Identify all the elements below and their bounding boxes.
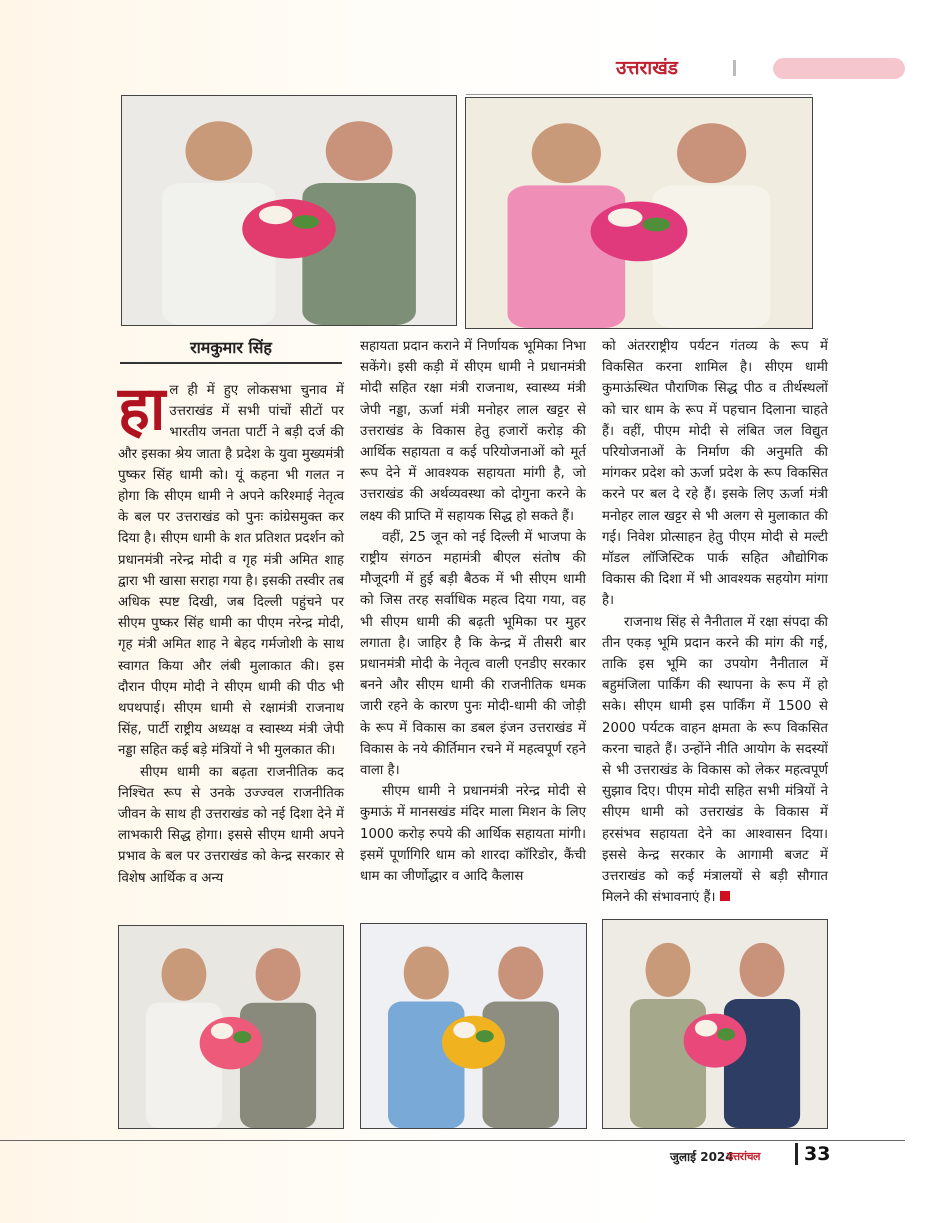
person-left-body (162, 183, 276, 325)
person-left-body (630, 999, 706, 1128)
bouquet (442, 1016, 505, 1069)
photo-rajnath-dhami (121, 95, 457, 326)
header-rule (466, 94, 812, 95)
photo-illustration (361, 924, 586, 1128)
person-right-head (326, 121, 393, 181)
person-right-body (653, 185, 771, 328)
paragraph: वहीं, 25 जून को नई दिल्ली में भाजपा के राष्ट्रीय संगठन महामंत्री बीएल संतोष की मौजूदगी में हुई बड़ी बैठक में भी सीएम धामी को जिस तरह सर्वाधिक महत्व दिया गया, वह भी सीएम धामी की बढ़ती भूमिका पर मुहर लगाता है। जाहिर है कि केन्द्र में तीसरी बार प्रधानमंत्री मोदी के नेतृत्व वाली एनडीए सरकार बनने और सीएम धामी की राजनीतिक धमक जारी रहने के कारण पुनः मोदी-धामी की जोड़ी के रूप में विकास का डबल इंजन उत्तराखंड में विकास के नये कीर्तिमान रचने में महत्वपूर्ण रहने वाला है। (360, 529, 586, 779)
page-number: 33 (804, 1143, 831, 1165)
section-title: उत्तराखंड (616, 57, 678, 79)
bouquet-leaf (233, 1031, 251, 1043)
article-column-3 (602, 336, 828, 908)
paragraph: सीएम धामी का बढ़ता राजनीतिक कद निश्चित रूप से उनके उज्ज्वल राजनीतिक जीवन के साथ ही उत्तराखंड को नई दिशा देने में लाभकारी सिद्ध होगा। इससे सीएम धामी अपने प्रभाव के बल पर उत्तराखंड को केन्द्र सरकार से विशेष आर्थिक व अन्य (118, 764, 344, 886)
person-left-head (185, 121, 252, 181)
paragraph: ल ही में हुए लोकसभा चुनाव में उत्तराखंड में सभी पांचों सीटों पर भारतीय जनता पार्टी ने बड़ी दर्ज की और इसका श्रेय जाता है प्रदेश के युवा मुख्यमंत्री पुष्कर सिंह धामी को। यूं कहना भी गलत न होगा कि सीएम धामी ने अपने करिश्माई नेतृत्व के बल पर उत्तराखंड को पुनः कांग्रेसमुक्त कर दिया है। सीएम धामी के शत प्रतिशत प्रदर्शन को प्रधानमंत्री नरेन्द्र मोदी व गृह मंत्री अमित शाह द्वारा भी खासा सराहा गया है। इसकी तस्वीर तब अधिक स्पष्ट दिखी, जब दिल्ली पहुंचने पर सीएम पुष्कर सिंह धामी का पीएम नरेन्द्र मोदी, गृह मंत्री अमित शाह ने बेहद गर्मजोशी के साथ स्वागत किया और लंबी मुलाकात की। इस दौरान पीएम मोदी ने सीएम धामी की पीठ भी थपथपाई। सीएम धामी से रक्षामंत्री राजनाथ सिंह, पार्टी राष्ट्रीय अध्यक्ष व स्वास्थ्य मंत्री जेपी नड्डा सहित कई बड़े मंत्रियों ने भी मुलकात की। (118, 383, 344, 759)
person-left-body (388, 1002, 465, 1128)
author-byline: रामकुमार सिंह (190, 338, 272, 357)
bouquet-flower (259, 206, 292, 224)
bouquet (591, 202, 688, 262)
photo-illustration (466, 98, 812, 328)
person-left-body (146, 1003, 222, 1128)
person-left-head (646, 943, 691, 997)
photo-gadkari-dhami (360, 923, 587, 1129)
photo-nadda-dhami (602, 919, 828, 1129)
paragraph: सहायता प्रदान कराने में निर्णायक भूमिका निभा सकेंगे। इसी कड़ी में सीएम धामी ने प्रधानमंत्री मोदी सहित रक्षा मंत्री राजनाथ, स्वास्थ्य मंत्री जेपी नड्डा, ऊर्जा मंत्री मनोहर लाल खट्टर से उत्तराखंड के विकास हेतु हजारों करोड़ की आर्थिक सहायता व कई परियोजनाओं को मूर्त रूप देने में आवश्यक सहायता मांगी है, जो उत्तराखंड की अर्थव्यवस्था को दोगुना करने के लक्ष्य की प्राप्ति में सहायक सिद्ध हो सकते हैं। (360, 339, 586, 524)
bouquet (684, 1014, 747, 1068)
paragraph: को अंतरराष्ट्रीय पर्यटन गंतव्य के रूप में विकसित करना शामिल है। सीएम धामी कुमाऊंस्थित पौराणिक सिद्ध पीठ व तीर्थस्थलों को चार धाम के रूप में पहचान दिलाना चाहते हैं। वहीं, पीएम मोदी से लंबित जल विद्युत परियोजनाओं के निर्माण की अनुमति की मांगकर प्रदेश को ऊर्जा प्रदेश के रूप विकसित करने पर बल दे रहे हैं। इसके लिए ऊर्जा मंत्री मनोहर लाल खट्टर से भी अलग से मुलाकात की गई। निवेश प्रोत्साहन हेतु पीएम मोदी से मल्टी मॉडल लॉजिस्टिक पार्क सहित औद्योगिक विकास की दिशा में भी आवश्यक सहयोग मांगा है। (602, 339, 828, 609)
person-right-body (483, 1002, 560, 1128)
bouquet-flower (211, 1023, 233, 1039)
photo-illustration (603, 920, 827, 1128)
person-right-body (240, 1003, 316, 1128)
bouquet-flower (695, 1020, 717, 1037)
paragraph: सीएम धामी ने प्रधानमंत्री नरेन्द्र मोदी से कुमाऊं में मानसखंड मंदिर माला मिशन के लिए 1000 करोड़ रुपये की आर्थिक सहायता मांगी। इसमें पूर्णागिरि धाम को शारदा कॉरिडोर, कैंची धाम का जीर्णोद्धार व आदि कैलास (360, 784, 586, 885)
person-left-head (404, 946, 449, 999)
person-right-body (724, 999, 800, 1128)
footer-divider (795, 1143, 798, 1165)
drop-cap: हा (118, 374, 166, 444)
header-divider (733, 60, 736, 76)
person-right-head (740, 943, 785, 997)
byline-rule (120, 362, 342, 364)
photo-khattar-dhami (118, 925, 344, 1129)
person-left-head (532, 123, 601, 183)
photo-dhami-shah (465, 97, 813, 329)
magazine-logo: उत्तरांचल (727, 1150, 760, 1163)
person-right-head (677, 123, 746, 183)
bouquet-flower (608, 208, 643, 226)
person-left-head (162, 948, 207, 1001)
end-mark-icon (720, 891, 730, 901)
bouquet-flower (453, 1022, 476, 1038)
bouquet-leaf (292, 215, 319, 229)
bouquet-leaf (717, 1028, 735, 1040)
person-right-head (498, 946, 543, 999)
footer-date: जुलाई 2024 (670, 1150, 734, 1164)
footer-rule (0, 1140, 905, 1141)
paragraph: राजनाथ सिंह से नैनीताल में रक्षा संपदा की तीन एकड़ भूमि प्रदान करने की मांग की गई, ताकि इस भूमि का उपयोग नैनीताल में बहुमंजिला पार्किंग की स्थापना के रूप में हो सके। सीएम धामी इस पार्किंग में 1500 से 2000 पर्यटक वाहन क्षमता के रूप विकसित करना चाहते हैं। उन्होंने नीति आयोग के सदस्यों से भी उत्तराखंड के विकास को लेकर महत्वपूर्ण सुझाव दिए। पीएम मोदी सहित सभी मंत्रियों ने सीएम धामी को उत्तराखंड के विकास में हरसंभव सहायता देने का आश्वासन दिया। इससे केन्द्र सरकार के आगामी बजट में उत्तराखंड को कई मंत्रालयों से बड़ी सौगात मिलने की संभावनाएं हैं। (602, 614, 828, 906)
article-column-2 (360, 336, 586, 887)
article-column-1 (118, 374, 344, 889)
person-left-body (508, 185, 626, 328)
photo-illustration (119, 926, 343, 1128)
bouquet-leaf (476, 1030, 494, 1042)
header-decoration (773, 58, 905, 79)
person-right-head (256, 948, 301, 1001)
bouquet (200, 1017, 263, 1070)
bouquet-leaf (642, 218, 670, 232)
bouquet (242, 199, 336, 259)
photo-illustration (122, 96, 456, 325)
person-right-body (302, 183, 416, 325)
